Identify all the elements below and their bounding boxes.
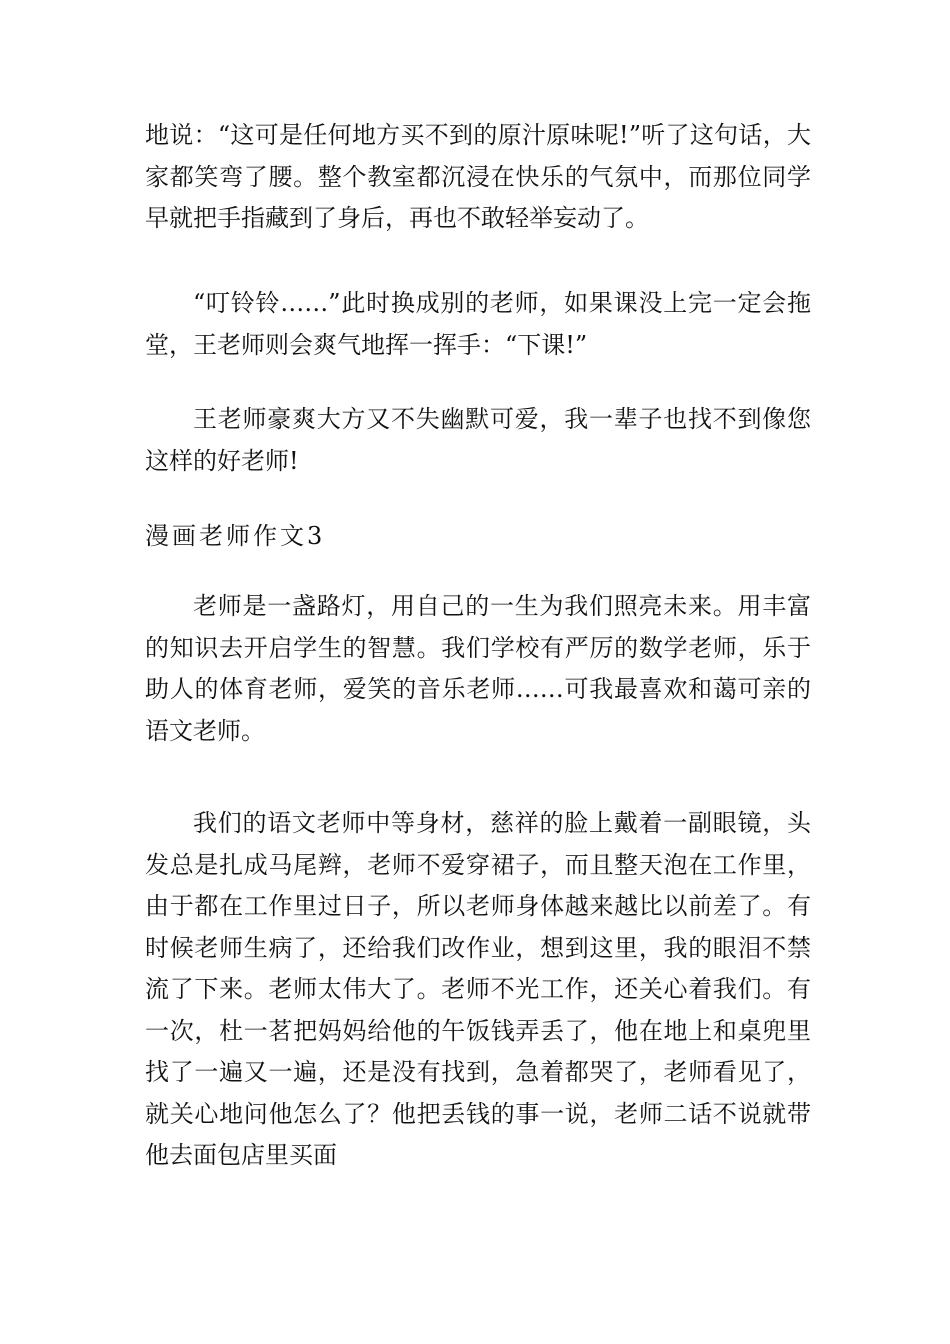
paragraph-3: 王老师豪爽大方又不失幽默可爱，我一辈子也找不到像您这样的好老师! — [145, 405, 811, 475]
paragraph-4: 老师是一盏路灯，用自己的一生为我们照亮未来。用丰富的知识去开启学生的智慧。我们学校有严厉的数学老师，乐于助人的体育老师，爱笑的音乐老师……可我最喜欢和蔼可亲的语文老师。 — [145, 592, 811, 745]
paragraph-5: 我们的语文老师中等身材，慈祥的脸上戴着一副眼镜，头发总是扎成马尾辫，老师不爱穿裙子，而且整天泡在工作里，由于都在工作里过日子，所以老师身体越来越比以前差了。有时候老师生病了，还给我们改作业，想到这里，我的眼泪不禁流了下来。老师太伟大了。老师不光工作，还关心着我们。有一次，杜一茗把妈妈给他的午饭钱弄丢了，他在地上和桌兜里找了一遍又一遍，还是没有找到，急着都哭了，老师看见了，就关心地问他怎么了？他把丢钱的事一说，老师二话不说就带他去面包店里买面 — [145, 809, 811, 1169]
paragraph-2: “叮铃铃……”此时换成别的老师，如果课没上完一定会拖堂，王老师则会爽气地挥一挥手：“下课!” — [145, 289, 811, 359]
section-heading: 漫画老师作文3 — [145, 522, 326, 550]
paragraph-1: 地说：“这可是任何地方买不到的原汁原味呢!”听了这句话，大家都笑弯了腰。整个教室都沉浸在快乐的气氛中，而那位同学早就把手指藏到了身后，再也不敢轻举妄动了。 — [145, 121, 811, 232]
